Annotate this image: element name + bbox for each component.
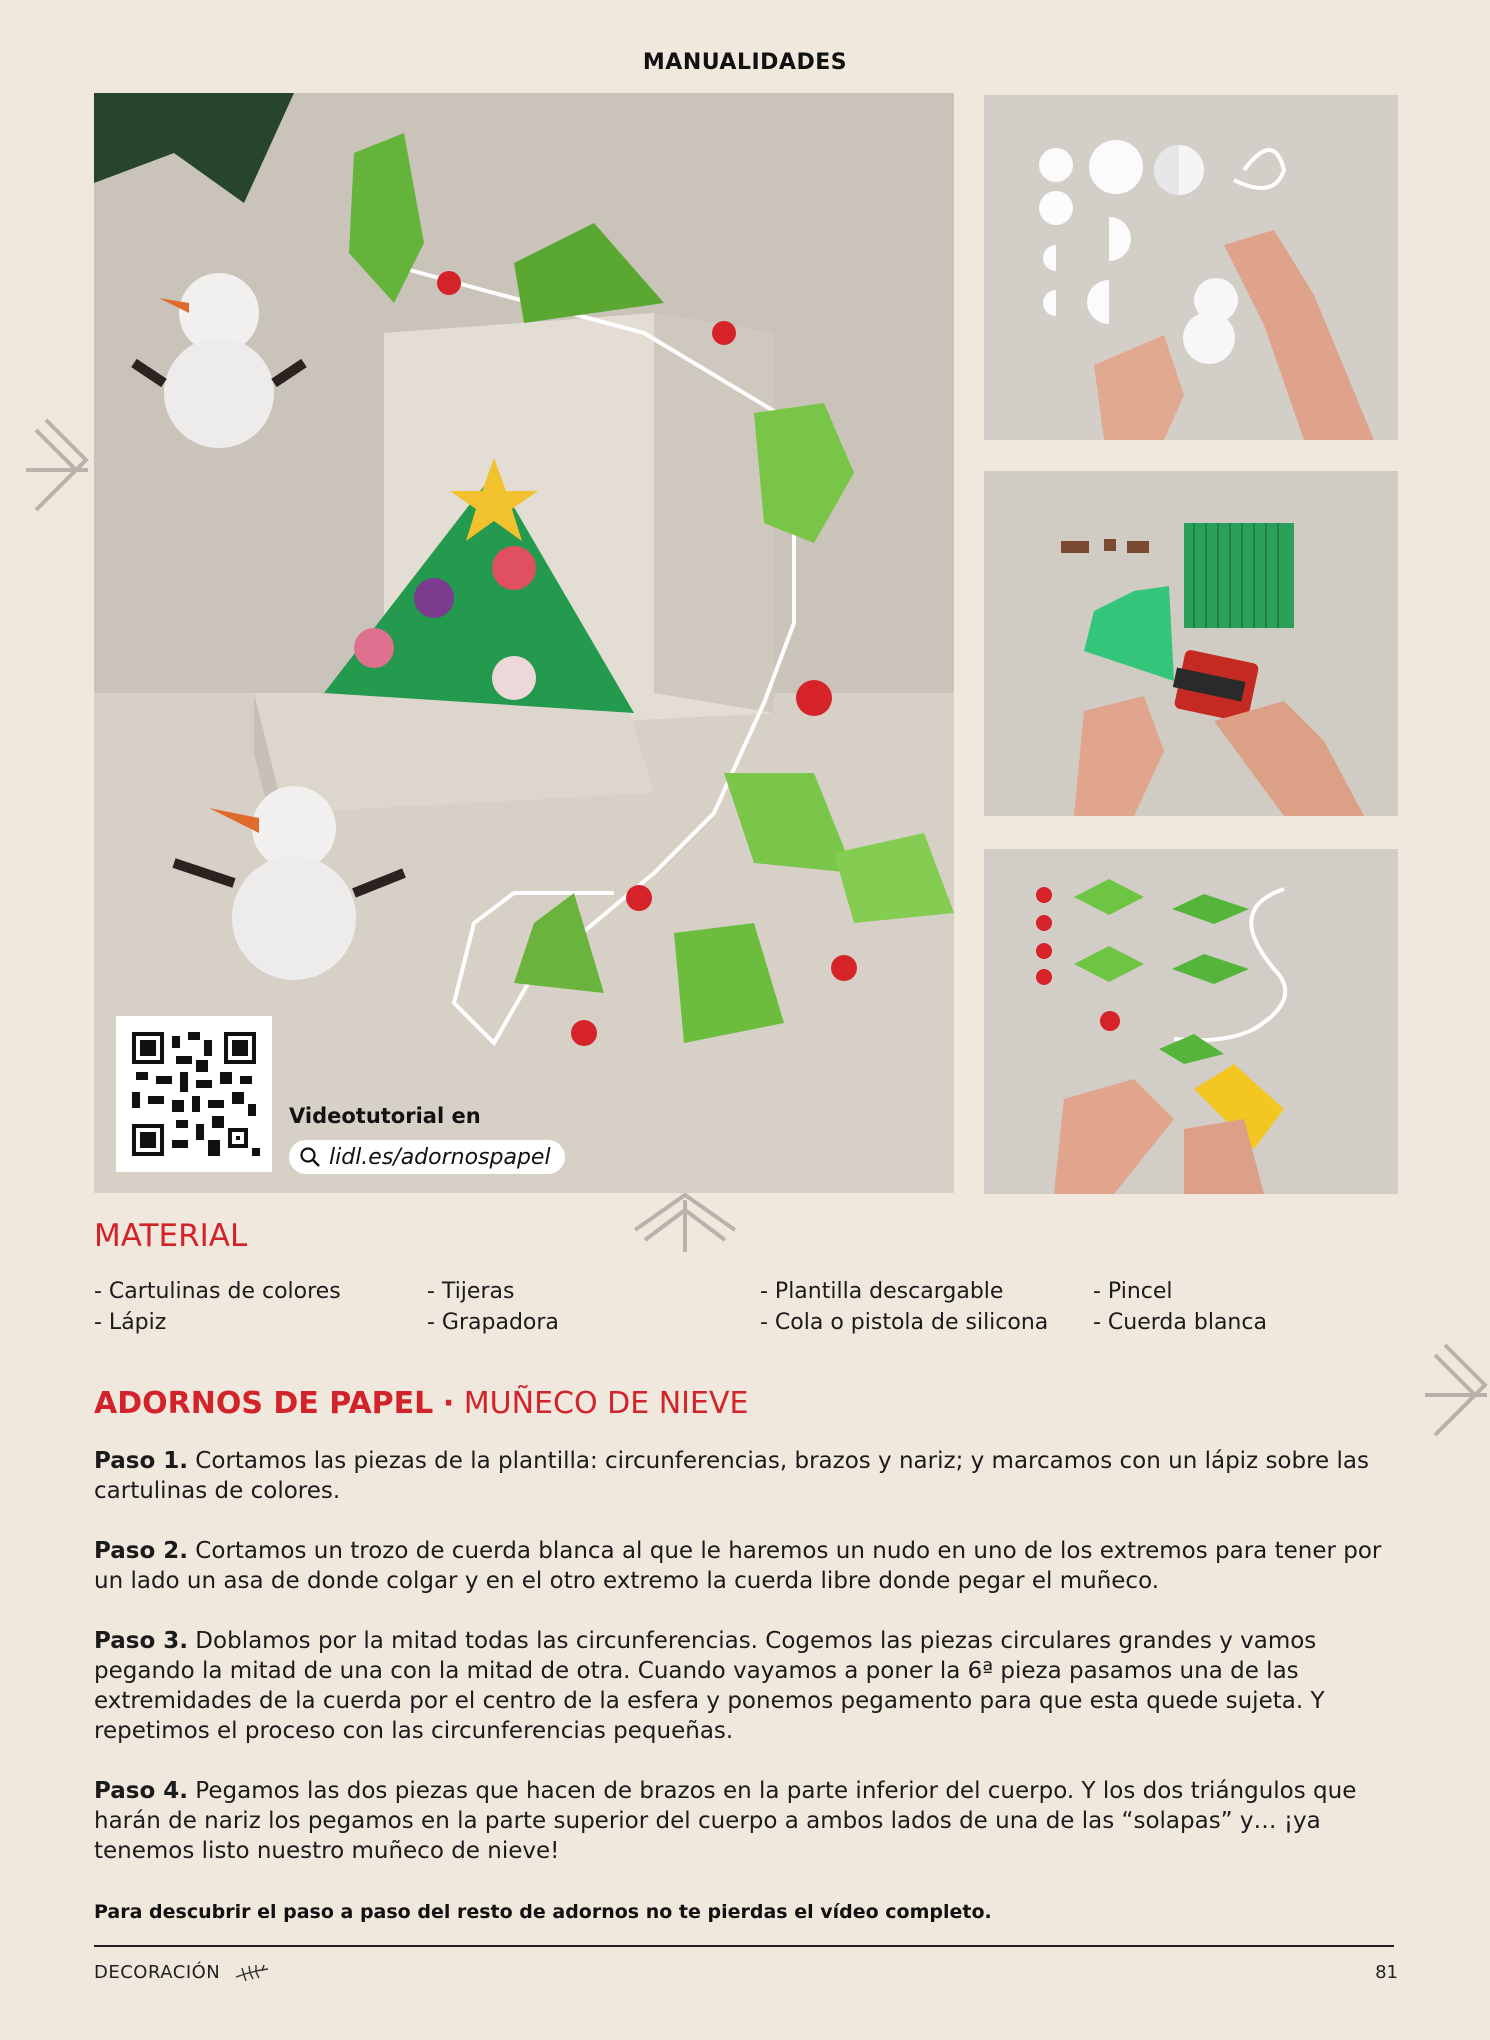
footer-section <box>94 1962 270 1983</box>
video-note: Para descubrir el paso a paso del resto de adornos no te pierdas el vídeo completo. <box>94 1901 992 1923</box>
material-item: - Lápiz <box>94 1310 167 1335</box>
material-item: - Cuerda blanca <box>1093 1310 1267 1335</box>
branch-icon <box>234 1963 270 1983</box>
material-heading: MATERIAL <box>94 1218 248 1254</box>
qr-code-icon <box>128 1028 260 1160</box>
step-text: Pegamos las dos piezas que hacen de brazos en la parte inferior del cuerpo. Y los dos triángulos que harán de nariz los pegamos en la parte superior del cuerpo a ambos lados de una de las “solapas” y… ¡ya tenemos listo nuestro muñeco de nieve! <box>94 1778 1357 1864</box>
snowflake-icon <box>1425 1335 1490 1455</box>
material-item: - Grapadora <box>427 1310 559 1335</box>
material-column-2 <box>427 1276 559 1338</box>
material-item: - Plantilla descargable <box>760 1279 1004 1304</box>
material-item: - Cartulinas de colores <box>94 1279 341 1304</box>
material-column-3 <box>760 1276 1048 1338</box>
snowflake-icon <box>26 410 96 530</box>
step-3 <box>94 1626 1404 1746</box>
craft-title-main: ADORNOS DE PAPEL <box>94 1386 434 1421</box>
tutorial-link[interactable] <box>289 1140 565 1174</box>
section-title: MANUALIDADES <box>642 50 848 75</box>
step-label: Paso 2. <box>94 1538 188 1564</box>
snowflake-icon <box>625 1190 745 1255</box>
craft-title <box>94 1386 748 1421</box>
qr-code[interactable] <box>116 1016 272 1172</box>
step-text: Cortamos las piezas de la plantilla: circunferencias, brazos y nariz; y marcamos con un lápiz sobre las cartulinas de colores. <box>94 1448 1369 1504</box>
step-4 <box>94 1776 1404 1866</box>
material-item: - Pincel <box>1093 1279 1173 1304</box>
page-number: 81 <box>1375 1962 1398 1983</box>
steps-list <box>94 1446 1404 1896</box>
footer-section-label: DECORACIÓN <box>94 1962 221 1983</box>
material-column-1 <box>94 1276 341 1338</box>
step-label: Paso 1. <box>94 1448 188 1474</box>
step-label: Paso 4. <box>94 1778 188 1804</box>
step-text: Cortamos un trozo de cuerda blanca al que le haremos un nudo en uno de los extremos para tener por un lado un asa de donde colgar y en el otro extremo la cuerda libre donde pegar el muñeco. <box>94 1538 1382 1594</box>
search-icon <box>299 1146 321 1168</box>
step-text: Doblamos por la mitad todas las circunferencias. Cogemos las piezas circulares grandes y vamos pegando la mitad de una con la mitad de otra. Cuando vayamos a poner la 6ª pieza pasamos una de las extremidades de la cuerda por el centro de la esfera y ponemos pegamento para que esta quede sujeta. Y repetimos el proceso con las circunferencias pequeñas. <box>94 1628 1325 1744</box>
footer-divider <box>94 1945 1394 1947</box>
material-item: - Tijeras <box>427 1279 515 1304</box>
step-photo-fan <box>984 471 1398 816</box>
step-photo-holly <box>984 849 1398 1194</box>
step-1 <box>94 1446 1404 1506</box>
step-2 <box>94 1536 1404 1596</box>
material-column-4 <box>1093 1276 1267 1338</box>
video-tutorial-label: Videotutorial en <box>289 1104 481 1128</box>
tutorial-url: lidl.es/adornospapel <box>329 1144 551 1170</box>
material-item: - Cola o pistola de silicona <box>760 1310 1049 1335</box>
craft-title-sub: MUÑECO DE NIEVE <box>463 1386 749 1421</box>
step-photo-circles <box>984 95 1398 440</box>
step-label: Paso 3. <box>94 1628 188 1654</box>
craft-title-separator: · <box>442 1386 455 1421</box>
